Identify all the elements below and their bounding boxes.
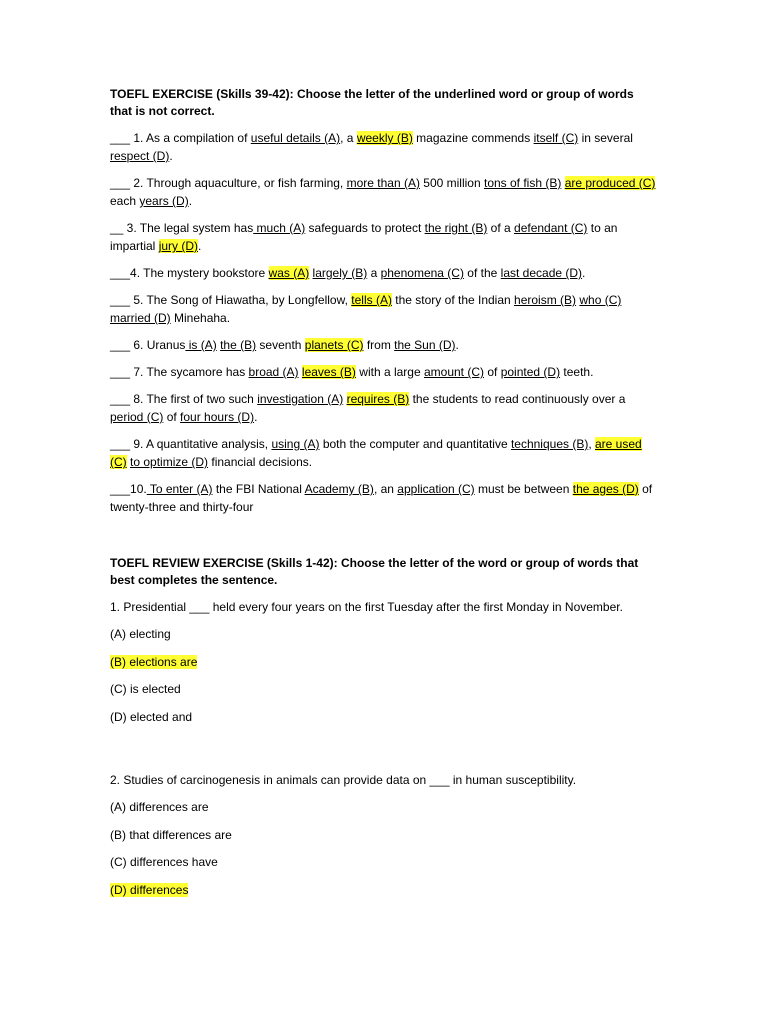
underlined-choice: tons of fish (B) — [483, 176, 562, 190]
item-text: Minehaha. — [170, 311, 231, 325]
underlined-choice: Academy (B) — [304, 482, 374, 496]
document-page — [110, 86, 658, 908]
question-1-option-b — [110, 653, 658, 671]
underlined-choice: useful details (A) — [250, 131, 341, 145]
exercise-1-item-6 — [110, 336, 658, 354]
exercise-1-item-5 — [110, 291, 658, 327]
question-1-option-d: (D) elected and — [110, 709, 193, 724]
item-text: ___ 7. The sycamore has — [110, 365, 249, 379]
question-1-option-a: (A) electing — [110, 627, 171, 641]
underlined-choice: respect (D) — [110, 149, 170, 163]
underlined-choice: to optimize (D) — [130, 455, 209, 469]
item-text: the students to read continuously over a — [409, 392, 626, 406]
item-text: both the computer and quantitative — [319, 437, 511, 451]
answer-highlight: jury (D) — [158, 239, 199, 253]
item-text: of — [484, 365, 501, 379]
item-text: to an impartial — [110, 221, 618, 253]
underlined-choice: married (D) — [110, 311, 171, 325]
exercise-2-heading: TOEFL REVIEW EXERCISE (Skills 1-42): Choose the letter of the word or group of words that best completes the sentence. — [110, 556, 639, 587]
underlined-choice: To enter (A) — [146, 482, 213, 496]
item-text: of — [163, 410, 181, 424]
item-text: ___ 9. A quantitative analysis, — [110, 437, 272, 451]
item-text: the FBI National — [212, 482, 305, 496]
answer-highlight: was (A) — [268, 266, 310, 280]
item-text: of a — [487, 221, 515, 235]
answer-highlight: (B) elections are — [110, 654, 198, 669]
underlined-choice: investigation (A) — [257, 392, 344, 406]
item-text: teeth. — [560, 365, 594, 379]
answer-highlight: leaves (B) — [301, 365, 356, 379]
item-text: ___ 2. Through aquaculture, or fish farming, — [110, 176, 347, 190]
question-2-option-b: (B) that differences are — [110, 827, 232, 842]
item-text: . — [188, 194, 193, 208]
exercise-1-heading: TOEFL EXERCISE (Skills 39-42): Choose the letter of the underlined word or group of words that is not correct. — [110, 87, 634, 118]
item-text: safeguards to protect — [305, 221, 425, 235]
underlined-choice: four hours (D) — [180, 410, 255, 424]
underlined-choice: defendant (C) — [514, 221, 588, 235]
exercise-1-item-10 — [110, 480, 658, 516]
item-text: in several — [578, 131, 633, 145]
item-text: seventh — [256, 338, 305, 352]
exercise-1-item-9 — [110, 435, 658, 471]
item-text: of twenty-three and thirty-four — [110, 482, 653, 514]
underlined-choice: the (B) — [220, 338, 257, 352]
item-text: __ 3. The legal system has — [110, 221, 254, 235]
exercise-1-item-1 — [110, 129, 658, 165]
item-text: each — [110, 194, 140, 208]
underlined-choice: period (C) — [110, 410, 164, 424]
item-text: from — [363, 338, 395, 352]
item-text: , an — [373, 482, 398, 496]
item-text: ___ 5. The Song of Hiawatha, by Longfellow, — [110, 293, 352, 307]
underlined-choice: the right (B) — [424, 221, 488, 235]
underlined-choice: phenomena (C) — [380, 266, 464, 280]
question-2-option-d — [110, 881, 658, 899]
item-text: ___4. The mystery bookstore — [110, 266, 269, 280]
item-text: , — [588, 437, 595, 451]
exercise-1-item-4 — [110, 264, 658, 282]
underlined-choice: amount (C) — [423, 365, 485, 379]
underlined-choice: the Sun (D) — [394, 338, 456, 352]
underlined-choice: years (D) — [139, 194, 189, 208]
item-text: with a large — [355, 365, 424, 379]
underlined-choice: using (A) — [271, 437, 320, 451]
exercise-1-item-8 — [110, 390, 658, 426]
question-2-stem: 2. Studies of carcinogenesis in animals can provide data on ___ in human susceptibility. — [110, 773, 577, 787]
underlined-choice: broad (A) — [248, 365, 299, 379]
underlined-choice: itself (C) — [533, 131, 579, 145]
item-text: of the — [463, 266, 501, 280]
item-text: . — [254, 410, 258, 424]
item-text: , a — [340, 131, 357, 145]
item-text: magazine commends — [412, 131, 534, 145]
item-text: . — [198, 239, 202, 253]
item-text: . — [582, 266, 586, 280]
underlined-choice: last decade (D) — [500, 266, 583, 280]
question-1-option-c: (C) is elected — [110, 682, 181, 696]
item-text: . — [455, 338, 459, 352]
item-text: 500 million — [419, 176, 484, 190]
question-2-option-a: (A) differences are — [110, 800, 209, 814]
underlined-choice: is (A) — [185, 338, 217, 352]
underlined-choice: heroism (B) — [514, 293, 577, 307]
answer-highlight: weekly (B) — [356, 131, 413, 145]
answer-highlight: requires (B) — [346, 392, 410, 406]
answer-highlight: are produced (C) — [564, 176, 656, 190]
exercise-1-item-3 — [110, 219, 658, 255]
answer-highlight: planets (C) — [304, 338, 364, 352]
item-text: ___ 8. The first of two such — [110, 392, 258, 406]
question-2-option-c: (C) differences have — [110, 855, 218, 869]
item-text: ___ 1. As a compilation of — [110, 131, 251, 145]
item-text: a — [367, 266, 381, 280]
exercise-1-item-2 — [110, 174, 658, 210]
answer-highlight: (D) differences — [110, 882, 189, 897]
answer-highlight: are used (C) — [110, 437, 642, 469]
item-text: must be between — [474, 482, 573, 496]
question-1 — [110, 598, 658, 726]
underlined-choice: techniques (B) — [510, 437, 589, 451]
underlined-choice: who (C) — [579, 293, 622, 307]
question-1-stem: 1. Presidential ___ held every four years on the first Tuesday after the first Monday in November. — [110, 600, 623, 614]
item-text: ___10. — [110, 482, 147, 496]
exercise-1-item-7 — [110, 363, 658, 381]
question-2 — [110, 771, 658, 899]
exercise-1-items — [110, 129, 658, 516]
item-text: ___ 6. Uranus — [110, 338, 186, 352]
item-text: financial decisions. — [208, 455, 313, 469]
item-text: the story of the Indian — [391, 293, 515, 307]
answer-highlight: tells (A) — [351, 293, 392, 307]
underlined-choice: largely (B) — [312, 266, 368, 280]
underlined-choice: application (C) — [397, 482, 475, 496]
underlined-choice: much (A) — [253, 221, 306, 235]
item-text: . — [169, 149, 173, 163]
answer-highlight: the ages (D) — [572, 482, 639, 496]
underlined-choice: pointed (D) — [500, 365, 561, 379]
underlined-choice: more than (A) — [346, 176, 420, 190]
